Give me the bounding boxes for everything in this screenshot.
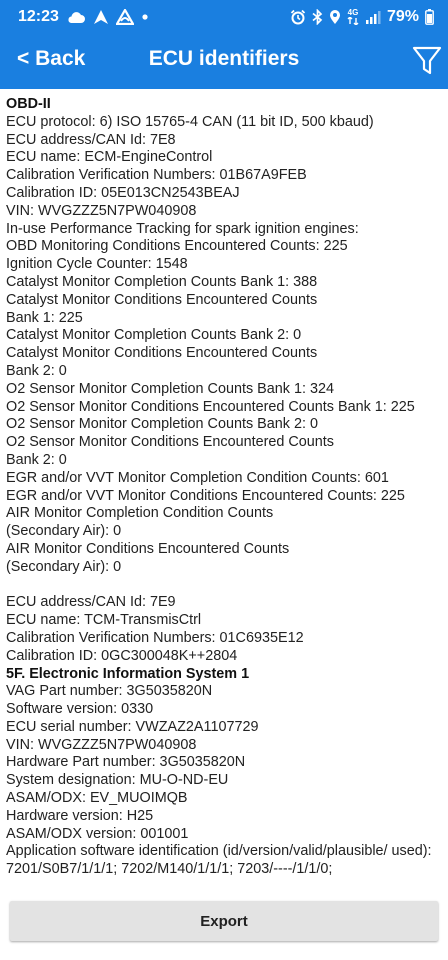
- info-line: ECU serial number: VWZAZ2A1107729: [6, 718, 259, 735]
- signal-strength-icon: [365, 10, 381, 24]
- info-line: EGR and/or VVT Monitor Completion Condition Counts: 601: [6, 469, 389, 486]
- status-bar: [0, 0, 448, 33]
- info-line: ECU name: ECM-EngineControl: [6, 149, 213, 166]
- info-line: Hardware version: H25: [6, 807, 154, 824]
- info-line: Catalyst Monitor Completion Counts Bank 2: 0: [6, 327, 302, 344]
- info-line: ASAM/ODX version: 001001: [6, 825, 189, 842]
- location-pin-icon: [329, 9, 341, 25]
- info-line: O2 Sensor Monitor Completion Counts Bank 2: 0: [6, 416, 318, 433]
- info-line: Hardware Part number: 3G5035820N: [6, 754, 246, 771]
- info-line: (Secondary Air): 0: [6, 523, 122, 540]
- section-heading: OBD-II: [6, 96, 51, 112]
- filter-button[interactable]: [412, 45, 442, 77]
- info-line: VIN: WVGZZZ5N7PW040908: [6, 202, 197, 219]
- info-line: ASAM/ODX: EV_MUOIMQB: [6, 790, 188, 807]
- data-transfer-icon: [347, 17, 359, 25]
- battery-icon: [425, 9, 434, 25]
- info-line: O2 Sensor Monitor Conditions Encountered Counts Bank 1: 225: [6, 398, 415, 415]
- info-line: ECU name: TCM-TransmisCtrl: [6, 612, 202, 629]
- info-line: ECU address/CAN Id: 7E9: [6, 594, 176, 611]
- info-line: System designation: MU-O-ND-EU: [6, 772, 229, 789]
- ecu-identifiers-text[interactable]: [0, 89, 448, 882]
- battery-percentage: 79%: [386, 7, 419, 25]
- filter-funnel-icon: [412, 45, 442, 77]
- app-notification-icon: [116, 9, 134, 25]
- info-line: Bank 2: 0: [6, 451, 67, 468]
- info-line: EGR and/or VVT Monitor Conditions Encountered Counts: 225: [6, 487, 405, 504]
- bluetooth-icon: [312, 9, 323, 25]
- info-line: O2 Sensor Monitor Conditions Encountered Counts: [6, 434, 334, 451]
- blank-line: [6, 577, 442, 595]
- info-line: AIR Monitor Completion Condition Counts: [6, 505, 274, 522]
- info-line: Calibration ID: 05E013CN2543BEAJ: [6, 184, 240, 201]
- app-bar: [0, 33, 448, 89]
- network-type-label: 4G: [347, 7, 359, 17]
- info-line: VIN: WVGZZZ5N7PW040908: [6, 736, 197, 753]
- info-line: Software version: 0330: [6, 701, 154, 718]
- info-line: In-use Performance Tracking for spark ignition engines:: [6, 220, 359, 237]
- info-line: Bank 2: 0: [6, 362, 67, 379]
- info-line: Ignition Cycle Counter: 1548: [6, 256, 188, 273]
- navigation-arrow-icon: [93, 9, 109, 25]
- info-line: Catalyst Monitor Conditions Encountered Counts: [6, 345, 318, 362]
- info-line: Application software identification (id/version/valid/plausible/ used): 7201/S0B7/1/1/1; 7202/M140/1/1/1; 7203/----/1/1/0;: [6, 843, 432, 878]
- info-line: Bank 1: 225: [6, 309, 83, 326]
- export-button[interactable]: Export: [10, 901, 438, 941]
- info-line: Catalyst Monitor Completion Counts Bank 1: 388: [6, 273, 318, 290]
- status-time: 12:23: [18, 7, 59, 25]
- info-line: (Secondary Air): 0: [6, 558, 122, 575]
- info-line: Calibration Verification Numbers: 01C6935E12: [6, 629, 304, 646]
- bottom-bar: [0, 882, 448, 960]
- info-line: VAG Part number: 3G5035820N: [6, 683, 213, 700]
- info-line: Calibration Verification Numbers: 01B67A9FEB: [6, 167, 307, 184]
- info-line: OBD Monitoring Conditions Encountered Counts: 225: [6, 238, 348, 255]
- back-button[interactable]: < Back: [17, 47, 86, 70]
- info-line: O2 Sensor Monitor Completion Counts Bank 1: 324: [6, 380, 334, 397]
- section-heading: 5F. Electronic Information System 1: [6, 665, 250, 682]
- more-notifications-dot-icon: [141, 13, 149, 21]
- alarm-icon: [290, 9, 306, 25]
- info-line: Catalyst Monitor Conditions Encountered Counts: [6, 291, 318, 308]
- info-line: ECU address/CAN Id: 7E8: [6, 131, 176, 148]
- info-line: AIR Monitor Conditions Encountered Counts: [6, 540, 290, 557]
- page-title: ECU identifiers: [148, 47, 300, 70]
- cloud-icon: [66, 10, 86, 24]
- info-line: ECU protocol: 6) ISO 15765-4 CAN (11 bit ID, 500 kbaud): [6, 113, 374, 130]
- info-line: Calibration ID: 0GC300048K++2804: [6, 647, 238, 664]
